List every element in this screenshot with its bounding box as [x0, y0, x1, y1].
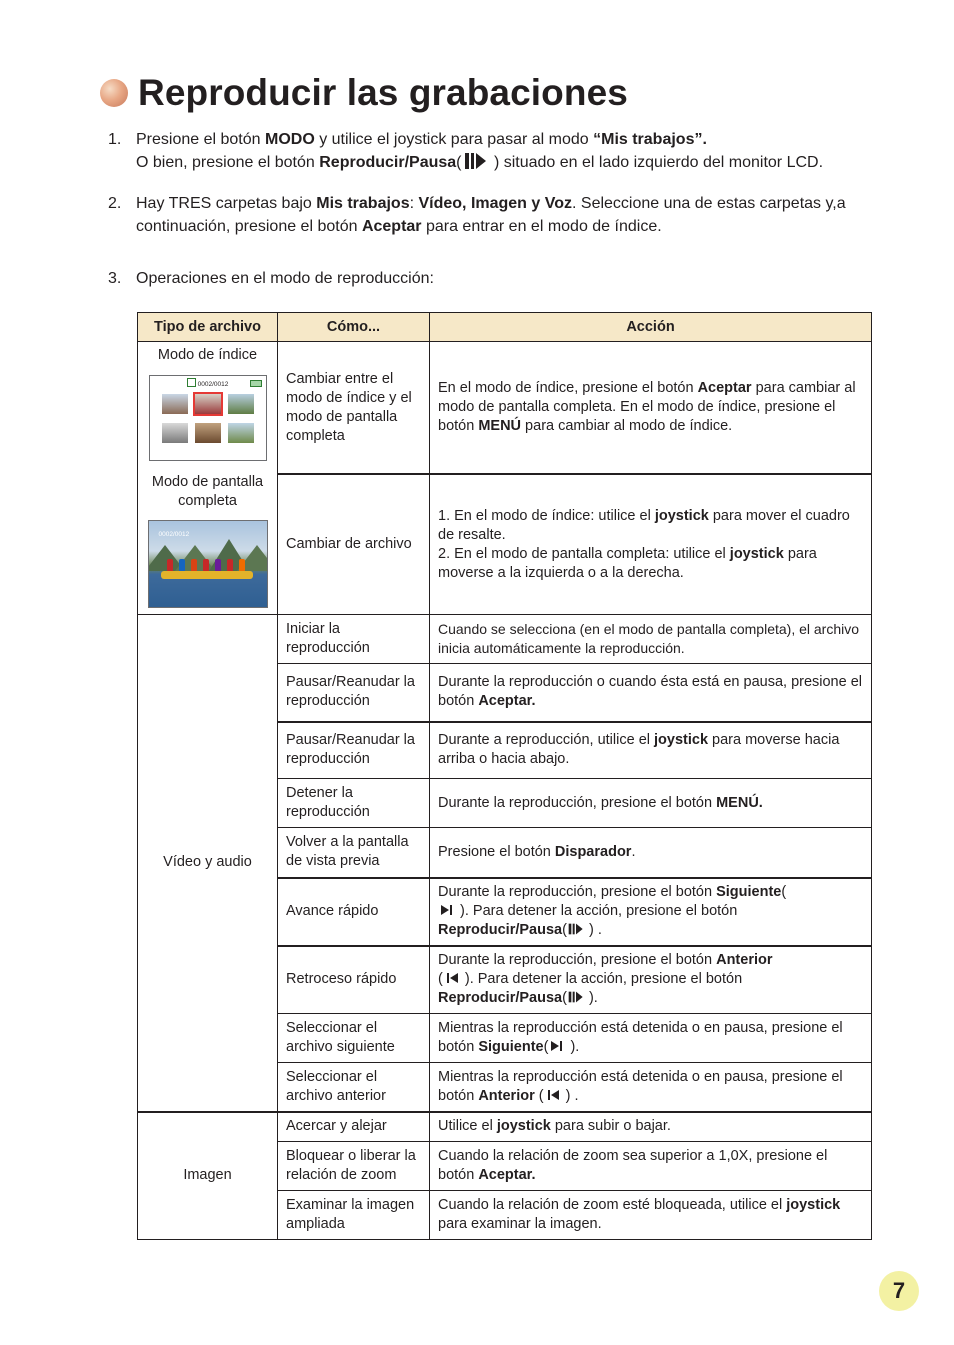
file-type-image: Imagen [138, 1112, 278, 1240]
how-cell: Iniciar la reproducción [278, 615, 430, 664]
action-cell: 1. En el modo de índice: utilice el joystick para mover el cuadro de resalte. 2. En el modo de pantalla completa: utilice el joystick para moverse a la izquierda o a la derecha. [430, 474, 872, 614]
full-screen-thumbnail [148, 520, 268, 608]
how-cell: Seleccionar el archivo anterior [278, 1063, 430, 1112]
how-cell: Cambiar de archivo [278, 474, 430, 614]
thumb-photo [162, 423, 188, 443]
step-3: 3. Operaciones en el modo de reproducción: [108, 270, 434, 287]
page-number: 7 [892, 1278, 906, 1303]
how-cell: Bloquear o liberar la relación de zoom [278, 1142, 430, 1191]
next-icon [549, 1040, 565, 1052]
how-cell: Examinar la imagen ampliada [278, 1191, 430, 1240]
action-cell: Durante la reproducción o cuando ésta está en pausa, presione el botón Aceptar. [430, 664, 872, 722]
thumb-photo [228, 394, 254, 414]
how-cell: Retroceso rápido [278, 946, 430, 1014]
thumb-photo-selected [195, 394, 221, 414]
play-pause-icon [568, 991, 584, 1003]
how-cell: Avance rápido [278, 878, 430, 946]
action-cell: En el modo de índice, presione el botón Aceptar para cambiar al modo de pantalla completa. En el modo de índice, presione el botón MENÚ para cambiar al modo de índice. [430, 342, 872, 475]
table-header-row [138, 313, 872, 342]
action-cell: Cuando se selecciona (en el modo de pantalla completa), el archivo inicia automáticamente la reproducción. [430, 615, 872, 664]
page-number-badge [879, 1271, 919, 1311]
how-cell: Detener la reproducción [278, 779, 430, 828]
table-row [138, 1112, 872, 1142]
file-type-video-audio: Vídeo y audio [138, 615, 278, 1112]
header-accion: Acción [430, 313, 872, 342]
thumb-counter: 0002/0012 [158, 531, 190, 538]
action-cell: Cuando la relación de zoom sea superior a 1,0X, presione el botón Aceptar. [430, 1142, 872, 1191]
previous-icon [444, 972, 460, 984]
thumb-photo [195, 423, 221, 443]
index-mode-thumbnail [149, 375, 267, 461]
action-cell: Utilice el joystick para subir o bajar. [430, 1112, 872, 1142]
next-icon [439, 904, 455, 916]
header-tipo: Tipo de archivo [138, 313, 278, 342]
action-cell: Durante la reproducción, presione el botón Anterior ( ). Para detener la acción, presione el botón Reproducir/Pausa( ). [430, 946, 872, 1014]
action-cell: Durante la reproducción, presione el botón Siguiente( ). Para detener la acción, presione el botón Reproducir/Pausa( ) . [430, 878, 872, 946]
thumb-counter: 0002/0012 [197, 381, 229, 388]
page-title: Reproducir las grabaciones [138, 72, 628, 113]
file-type-modes [138, 342, 278, 615]
thumbnail-grid [162, 394, 258, 444]
step-2: 2. Hay TRES carpetas bajo Mis trabajos: Vídeo, Imagen y Voz. Seleccione una de estas carpetas y,a continuación, presione el botón Aceptar para entrar en el modo de índice. [108, 195, 846, 235]
bullet-icon [100, 79, 128, 107]
boat [161, 571, 253, 579]
thumb-photo [228, 423, 254, 443]
how-cell: Acercar y alejar [278, 1112, 430, 1142]
action-cell: Mientras la reproducción está detenida o en pausa, presione el botón Anterior ( ) . [430, 1063, 872, 1112]
previous-icon [545, 1089, 561, 1101]
label-index-mode: Modo de índice [157, 347, 258, 363]
header-como: Cómo... [278, 313, 430, 342]
table-row [138, 615, 872, 664]
thumb-photo [162, 394, 188, 414]
play-pause-icon [464, 152, 488, 170]
action-cell: Presione el botón Disparador. [430, 828, 872, 878]
how-cell: Seleccionar el archivo siguiente [278, 1014, 430, 1063]
label-full-mode: Modo de pantalla completa [151, 474, 264, 509]
steps-list [108, 128, 908, 290]
action-cell: Durante la reproducción, presione el botón MENÚ. [430, 779, 872, 828]
play-pause-icon [568, 923, 584, 935]
how-cell: Pausar/Reanudar la reproducción [278, 664, 430, 722]
how-cell: Volver a la pantalla de vista previa [278, 828, 430, 878]
how-cell: Cambiar entre el modo de índice y el modo de pantalla completa [278, 342, 430, 475]
action-cell: Cuando la relación de zoom esté bloqueada, utilice el joystick para examinar la imagen. [430, 1191, 872, 1240]
table-row [138, 342, 872, 475]
folder-icon [187, 378, 196, 387]
action-cell: Mientras la reproducción está detenida o en pausa, presione el botón Siguiente( ). [430, 1014, 872, 1063]
action-cell: Durante a reproducción, utilice el joystick para moverse hacia arriba o hacia abajo. [430, 722, 872, 779]
battery-icon [250, 380, 262, 387]
step-1: 1. Presione el botón MODO y utilice el joystick para pasar al modo “Mis trabajos”. O bien, presione el botón Reproducir/Pausa( ) situado en el lado izquierdo del monitor LCD. [108, 131, 824, 171]
title-block [100, 72, 628, 114]
operations-table [137, 312, 872, 1240]
how-cell: Pausar/Reanudar la reproducción [278, 722, 430, 779]
